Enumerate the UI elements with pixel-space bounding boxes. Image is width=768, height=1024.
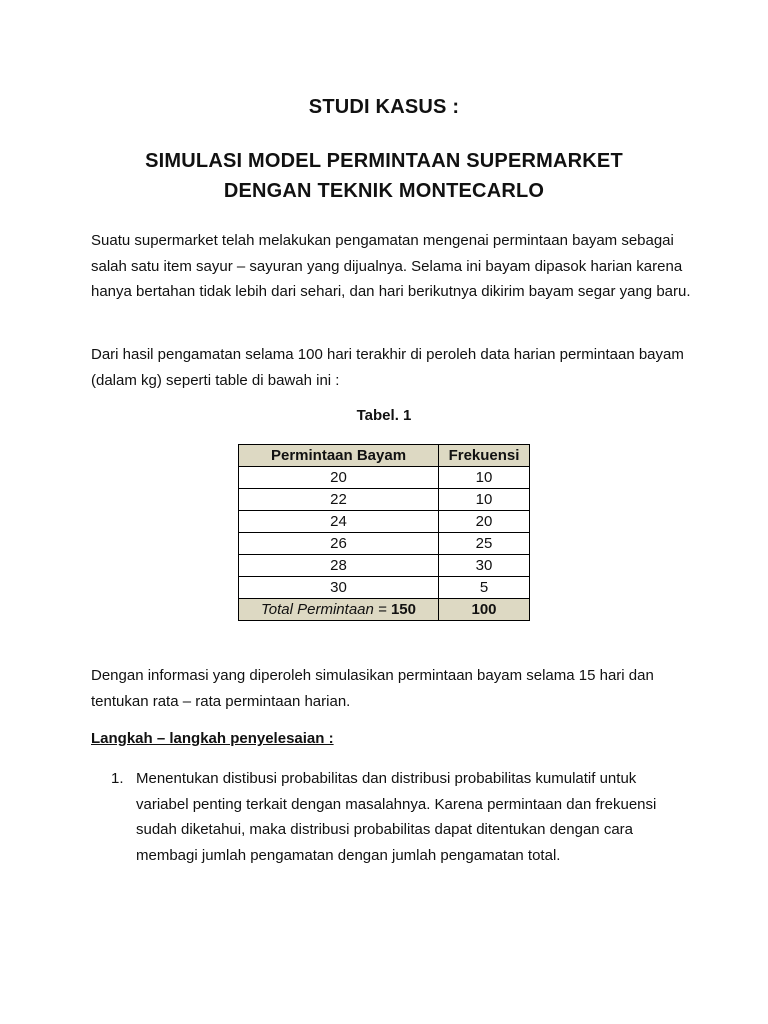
document-subtitle [0,146,768,206]
demand-frequency-table [238,444,530,621]
demand-cell: 30 [239,577,439,599]
total-demand-cell [239,599,439,621]
demand-cell: 22 [239,489,439,511]
table-header-row [239,445,530,467]
frequency-cell: 30 [439,555,530,577]
table-row [239,533,530,555]
intro-paragraph: Suatu supermarket telah melakukan pengamatan mengenai permintaan bayam sebagai salah satu item sayur – sayuran yang dijualnya. Selama ini bayam dipasok harian karena hanya bertahan tidak lebih dari sehari, dan hari berikutnya dikirim bayam segar yang baru. [91,232,691,301]
table-row [239,467,530,489]
table-row [239,511,530,533]
frequency-cell: 25 [439,533,530,555]
demand-cell: 26 [239,533,439,555]
demand-cell: 20 [239,467,439,489]
subtitle-line-1: SIMULASI MODEL PERMINTAAN SUPERMARKET [145,150,623,172]
step-text: Menentukan distibusi probabilitas dan distribusi probabilitas kumulatif untuk variabel penting terkait dengan masalahnya. Karena permintaan dan frekuensi sudah diketahui, maka distribusi probabilitas dapat ditentukan dengan cara membagi jumlah pengamatan dengan jumlah pengamatan total. [136,770,657,865]
frequency-cell: 10 [439,489,530,511]
total-frequency-cell: 100 [439,599,530,621]
subtitle-line-2: DENGAN TEKNIK MONTECARLO [223,180,545,202]
step-number: 1. [111,770,124,787]
frequency-cell: 20 [439,511,530,533]
document-title: STUDI KASUS : [308,96,460,118]
observation-paragraph: Dari hasil pengamatan selama 100 hari terakhir di peroleh data harian permintaan bayam (dalam kg) seperti table di bawah ini : [91,346,684,389]
task-paragraph: Dengan informasi yang diperoleh simulasikan permintaan bayam selama 15 hari dan tentukan rata – rata permintaan harian. [91,667,654,710]
table-caption: Tabel. 1 [356,407,412,424]
total-demand-value: 150 [390,601,416,618]
column-header-frequency: Frekuensi [439,445,530,467]
table-row [239,577,530,599]
table-row [239,489,530,511]
table-total-row [239,599,530,621]
table-row [239,555,530,577]
frequency-cell: 5 [439,577,530,599]
frequency-cell: 10 [439,467,530,489]
demand-cell: 28 [239,555,439,577]
column-header-demand: Permintaan Bayam [239,445,439,467]
total-demand-label: Total Permintaan = [261,601,387,618]
demand-cell: 24 [239,511,439,533]
steps-heading: Langkah – langkah penyelesaian : [91,730,334,747]
